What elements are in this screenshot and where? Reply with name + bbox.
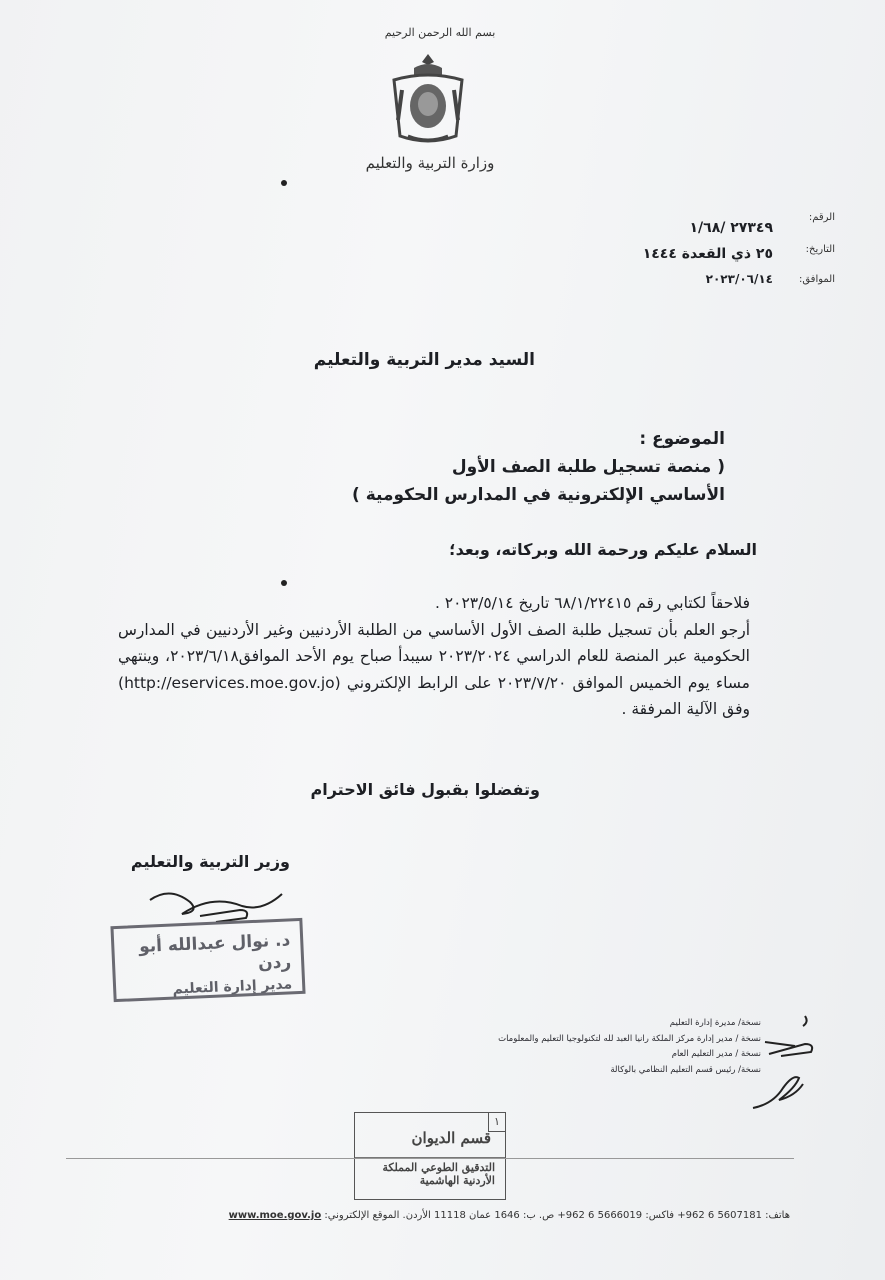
handwritten-initials [745,1012,825,1122]
footer-contact-text: هاتف: 5607181 6 962+ فاكس: 5666019 6 962+ ص. ب: 1646 عمان 11118 الأردن. الموقع الإلكتروني: [324,1210,790,1221]
archive-stamp [354,1112,506,1200]
archive-title: قسم الديوان [411,1129,491,1147]
subject-label: الموضوع : [639,429,725,449]
copy-recipient: نسخة / مدير التعليم العام [671,1049,761,1059]
footer-divider [66,1158,794,1159]
reference-number-row [575,208,835,236]
greeting: السلام عليكم ورحمة الله وبركاته، وبعد؛ [449,540,757,559]
reference-date-row [575,240,835,262]
reference-date-value: ٢٥ ذي القعدة ١٤٤٤ [642,246,773,262]
stamp-name: د. نوال عبدالله أبو ردن [138,930,292,974]
body-paragraph-2: أرجو العلم بأن تسجيل طلبة الصف الأول الأساسي من الطلبة الأردنيين وغير الأردنيين في المدارس الحكومية عبر المنصة للعام الدراسي ٢٠٢٣/٢٠٢٤ سيبدأ صباح يوم الأحد الموافق٢٠٢٣/٦/١٨، وينتهي مساء يوم الخميس الموافق ٢٠٢٣/٧/٢٠ على الرابط الإلكتروني (http://eservices.moe.gov.jo) وفق الآلية المرفقة . [118,620,750,718]
reference-corresponding-row [575,270,835,292]
letter-body [118,590,750,723]
coat-of-arms-icon [388,50,468,145]
copy-recipient: نسخة / مدير إدارة مركز الملكة رانيا العبد لله لتكنولوجيا التعليم والمعلومات [498,1033,761,1044]
signer-title: وزير التربية والتعليم [130,852,290,871]
reference-block [575,208,835,292]
addressee: السيد مدير التربية والتعليم [313,350,535,370]
archive-number: ١ [488,1112,506,1132]
closing-phrase: وتفضلوا بقبول فائق الاحترام [310,780,540,799]
subject-block [165,425,725,509]
copies-list [261,1016,761,1078]
reference-corresponding-label: الموافق: [798,274,835,285]
archive-subtitle: التدقيق الطوعي المملكة الأردنية الهاشمية [382,1161,495,1187]
reference-number-value: ٢٧٣٤٩ /١/٦٨ [689,220,773,236]
footer-contact [100,1210,790,1221]
copy-recipient: نسخة/ مديرة إدارة التعليم [669,1018,761,1028]
punch-mark [281,580,287,586]
subject-line-2: الأساسي الإلكترونية في المدارس الحكومية ) [352,485,725,505]
punch-mark [281,180,287,186]
official-stamp [110,918,305,1002]
footer-website-link[interactable]: www.moe.gov.jo [228,1210,322,1221]
reference-number-label: الرقم: [808,212,835,223]
reference-corresponding-value: ٢٠٢٣/٠٦/١٤ [705,272,773,286]
ministry-name: وزارة التربية والتعليم [365,154,495,172]
body-paragraph-1: فلاحقاً لكتابي رقم ٦٨/١/٢٢٤١٥ تاريخ ٢٠٢٣/٥/١٤ . [434,594,750,612]
reference-date-label: التاريخ: [805,244,835,255]
subject-line-1: ( منصة تسجيل طلبة الصف الأول [451,457,725,477]
stamp-title: مدير إدارة التعليم [172,976,293,998]
bismillah-header: بسم الله الرحمن الرحيم [384,26,496,39]
copy-recipient: نسخة/ رئيس قسم التعليم النظامي بالوكالة [610,1064,761,1075]
